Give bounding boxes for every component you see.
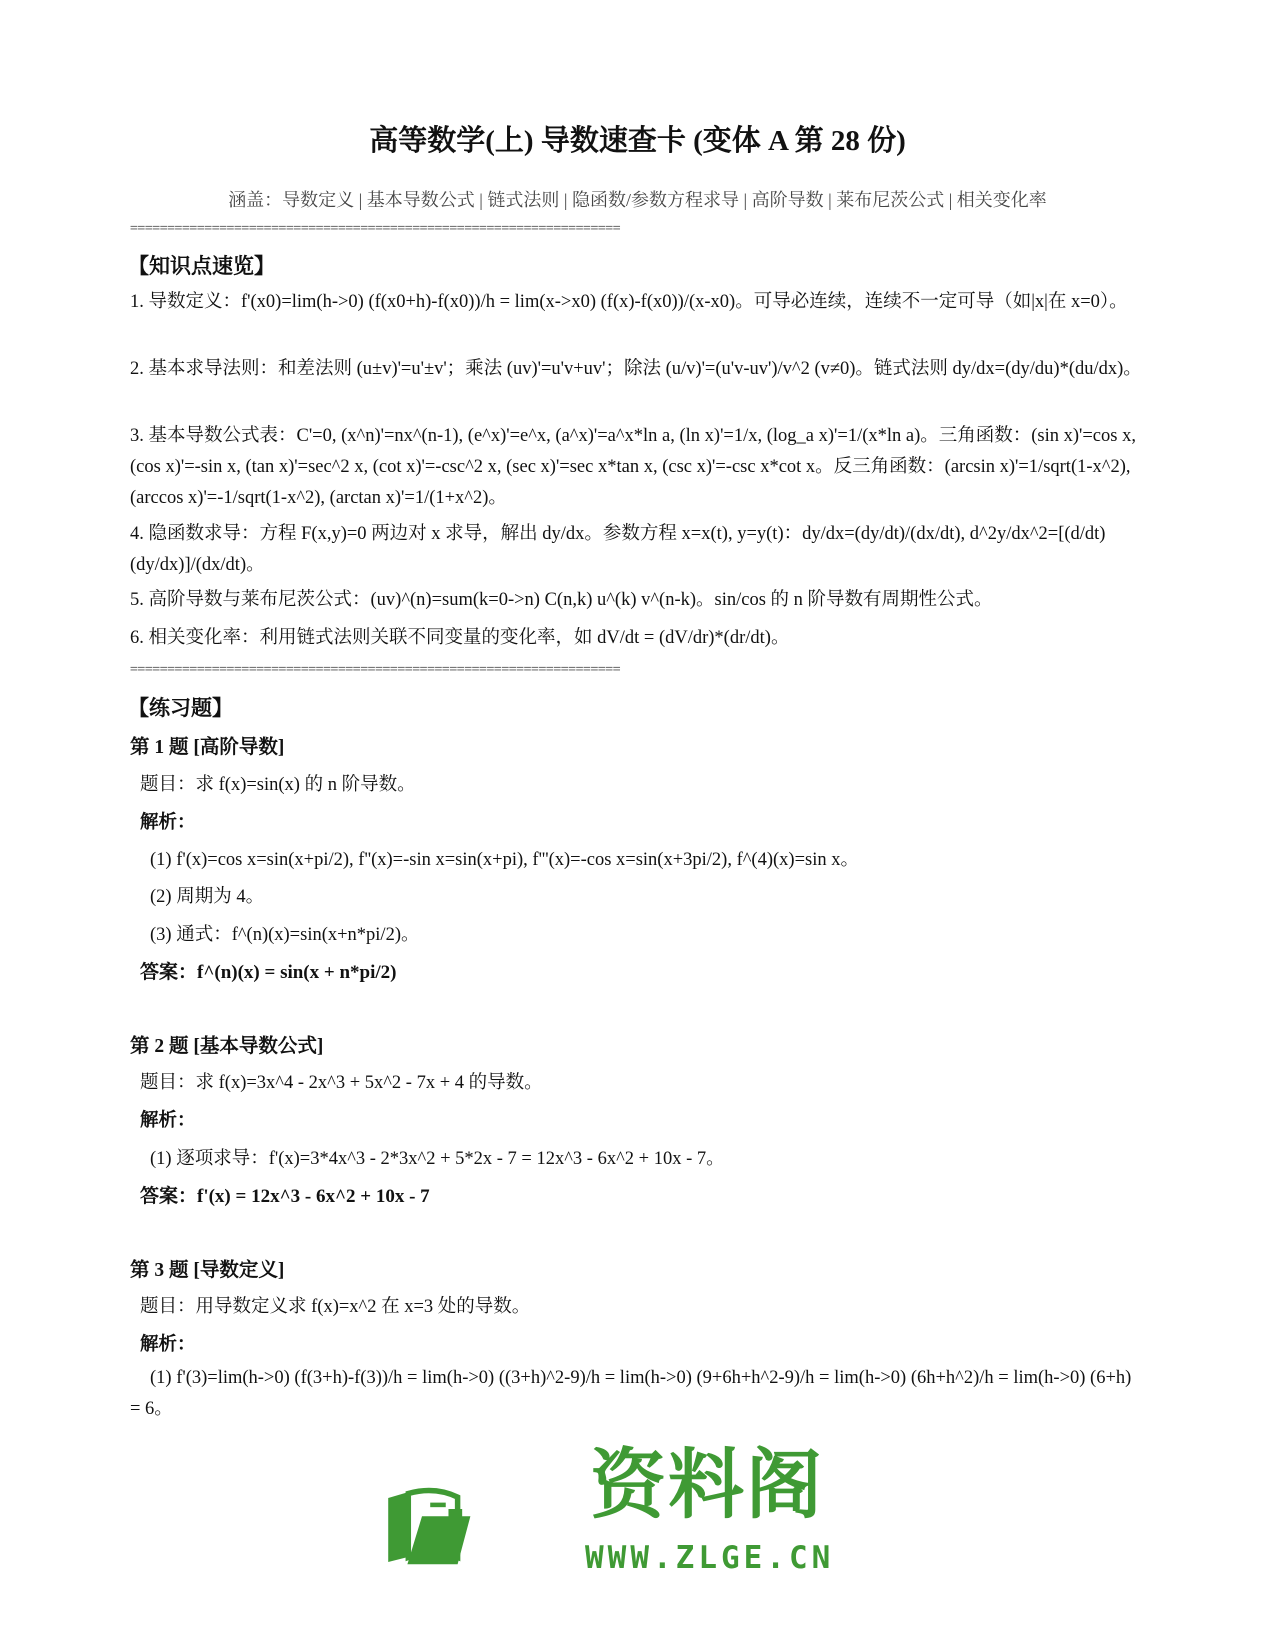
- analysis-step: (1) f'(3)=lim(h->0) (f(3+h)-f(3))/h = lim(h->0) ((3+h)^2-9)/h = lim(h->0) (9+6h+h^2-9)/h = lim(h->0) (6h+h^2)/h = lim(h->0) (6+h) = 6。: [130, 1368, 1132, 1419]
- question-text: 题目：求 f(x)=sin(x) 的 n 阶导数。: [140, 775, 416, 795]
- analysis-label: 解析：: [140, 1335, 196, 1355]
- page-subtitle: 涵盖：导数定义 | 基本导数公式 | 链式法则 | 隐函数/参数方程求导 | 高阶导数 | 莱布尼茨公式 | 相关变化率: [228, 190, 1047, 210]
- question-heading: 第 3 题 [导数定义]: [130, 1260, 285, 1281]
- divider-bottom: ==================================================================: [130, 662, 621, 677]
- analysis-step: (1) 逐项求导：f'(x)=3*4x^3 - 2*3x^2 + 5*2x - 7 = 12x^3 - 6x^2 + 10x - 7。: [150, 1149, 725, 1169]
- analysis-step: (1) f'(x)=cos x=sin(x+pi/2), f''(x)=-sin x=sin(x+pi), f'''(x)=-cos x=sin(x+3pi/2), f^(4)(x)=sin x。: [150, 850, 859, 870]
- question-text: 题目：求 f(x)=3x^4 - 2x^3 + 5x^2 - 7x + 4 的导数。: [140, 1073, 543, 1093]
- question-heading: 第 1 题 [高阶导数]: [130, 737, 285, 758]
- watermark-url: WWW.ZLGE.CN: [585, 1540, 835, 1576]
- watermark-brand: 资料阁: [590, 1440, 824, 1529]
- page-title: 高等数学(上) 导数速查卡 (变体 A 第 28 份): [369, 125, 906, 157]
- question-heading: 第 2 题 [基本导数公式]: [130, 1036, 324, 1057]
- answer: 答案：f^(n)(x) = sin(x + n*pi/2): [140, 962, 397, 983]
- open-book-folder-icon: [380, 1440, 590, 1620]
- answer: 答案：f'(x) = 12x^3 - 6x^2 + 10x - 7: [140, 1186, 430, 1207]
- knowledge-item: 2. 基本求导法则：和差法则 (u±v)'=u'±v'；乘法 (uv)'=u'v+uv'；除法 (u/v)'=(u'v-uv')/v^2 (v≠0)。链式法则 dy/dx=(dy/du)*(du/dx)。: [130, 359, 1142, 379]
- analysis-step: (2) 周期为 4。: [150, 887, 265, 907]
- knowledge-item: 3. 基本导数公式表：C'=0, (x^n)'=nx^(n-1), (e^x)'=e^x, (a^x)'=a^x*ln a, (ln x)'=1/x, (log_a x)'=1/(x*ln a)。三角函数：(sin x)'=cos x, (cos x)'=-sin x, (tan x)'=sec^2 x, (cot x)'=-csc^2 x, (sec x)'=sec x*tan x, (csc x)'=-csc x*cot x。反三角函数：(arcsin x)'=1/sqrt(1-x^2), (arccos x)'=-1/sqrt(1-x^2), (arctan x)'=1/(1+x^2)。: [130, 426, 1136, 508]
- analysis-label: 解析：: [140, 813, 196, 833]
- knowledge-item: 4. 隐函数求导：方程 F(x,y)=0 两边对 x 求导，解出 dy/dx。参数方程 x=x(t), y=y(t)：dy/dx=(dy/dt)/(dx/dt), d^2y/dx^2=[(d/dt)(dy/dx)]/(dx/dt)。: [130, 524, 1106, 575]
- practice-heading: 【练习题】: [128, 696, 233, 720]
- question-text: 题目：用导数定义求 f(x)=x^2 在 x=3 处的导数。: [140, 1297, 531, 1317]
- analysis-label: 解析：: [140, 1111, 196, 1131]
- knowledge-item: 1. 导数定义：f'(x0)=lim(h->0) (f(x0+h)-f(x0))/h = lim(x->x0) (f(x)-f(x0))/(x-x0)。可导必连续，连续不一定可导（如|x|在 x=0）。: [130, 292, 1128, 312]
- divider-top: ==================================================================: [130, 221, 621, 236]
- knowledge-item: 6. 相关变化率：利用链式法则关联不同变量的变化率，如 dV/dt = (dV/dr)*(dr/dt)。: [130, 628, 790, 648]
- analysis-step: (3) 通式：f^(n)(x)=sin(x+n*pi/2)。: [150, 925, 420, 945]
- knowledge-item: 5. 高阶导数与莱布尼茨公式：(uv)^(n)=sum(k=0->n) C(n,k) u^(k) v^(n-k)。sin/cos 的 n 阶导数有周期性公式。: [130, 590, 993, 610]
- knowledge-heading: 【知识点速览】: [128, 254, 275, 278]
